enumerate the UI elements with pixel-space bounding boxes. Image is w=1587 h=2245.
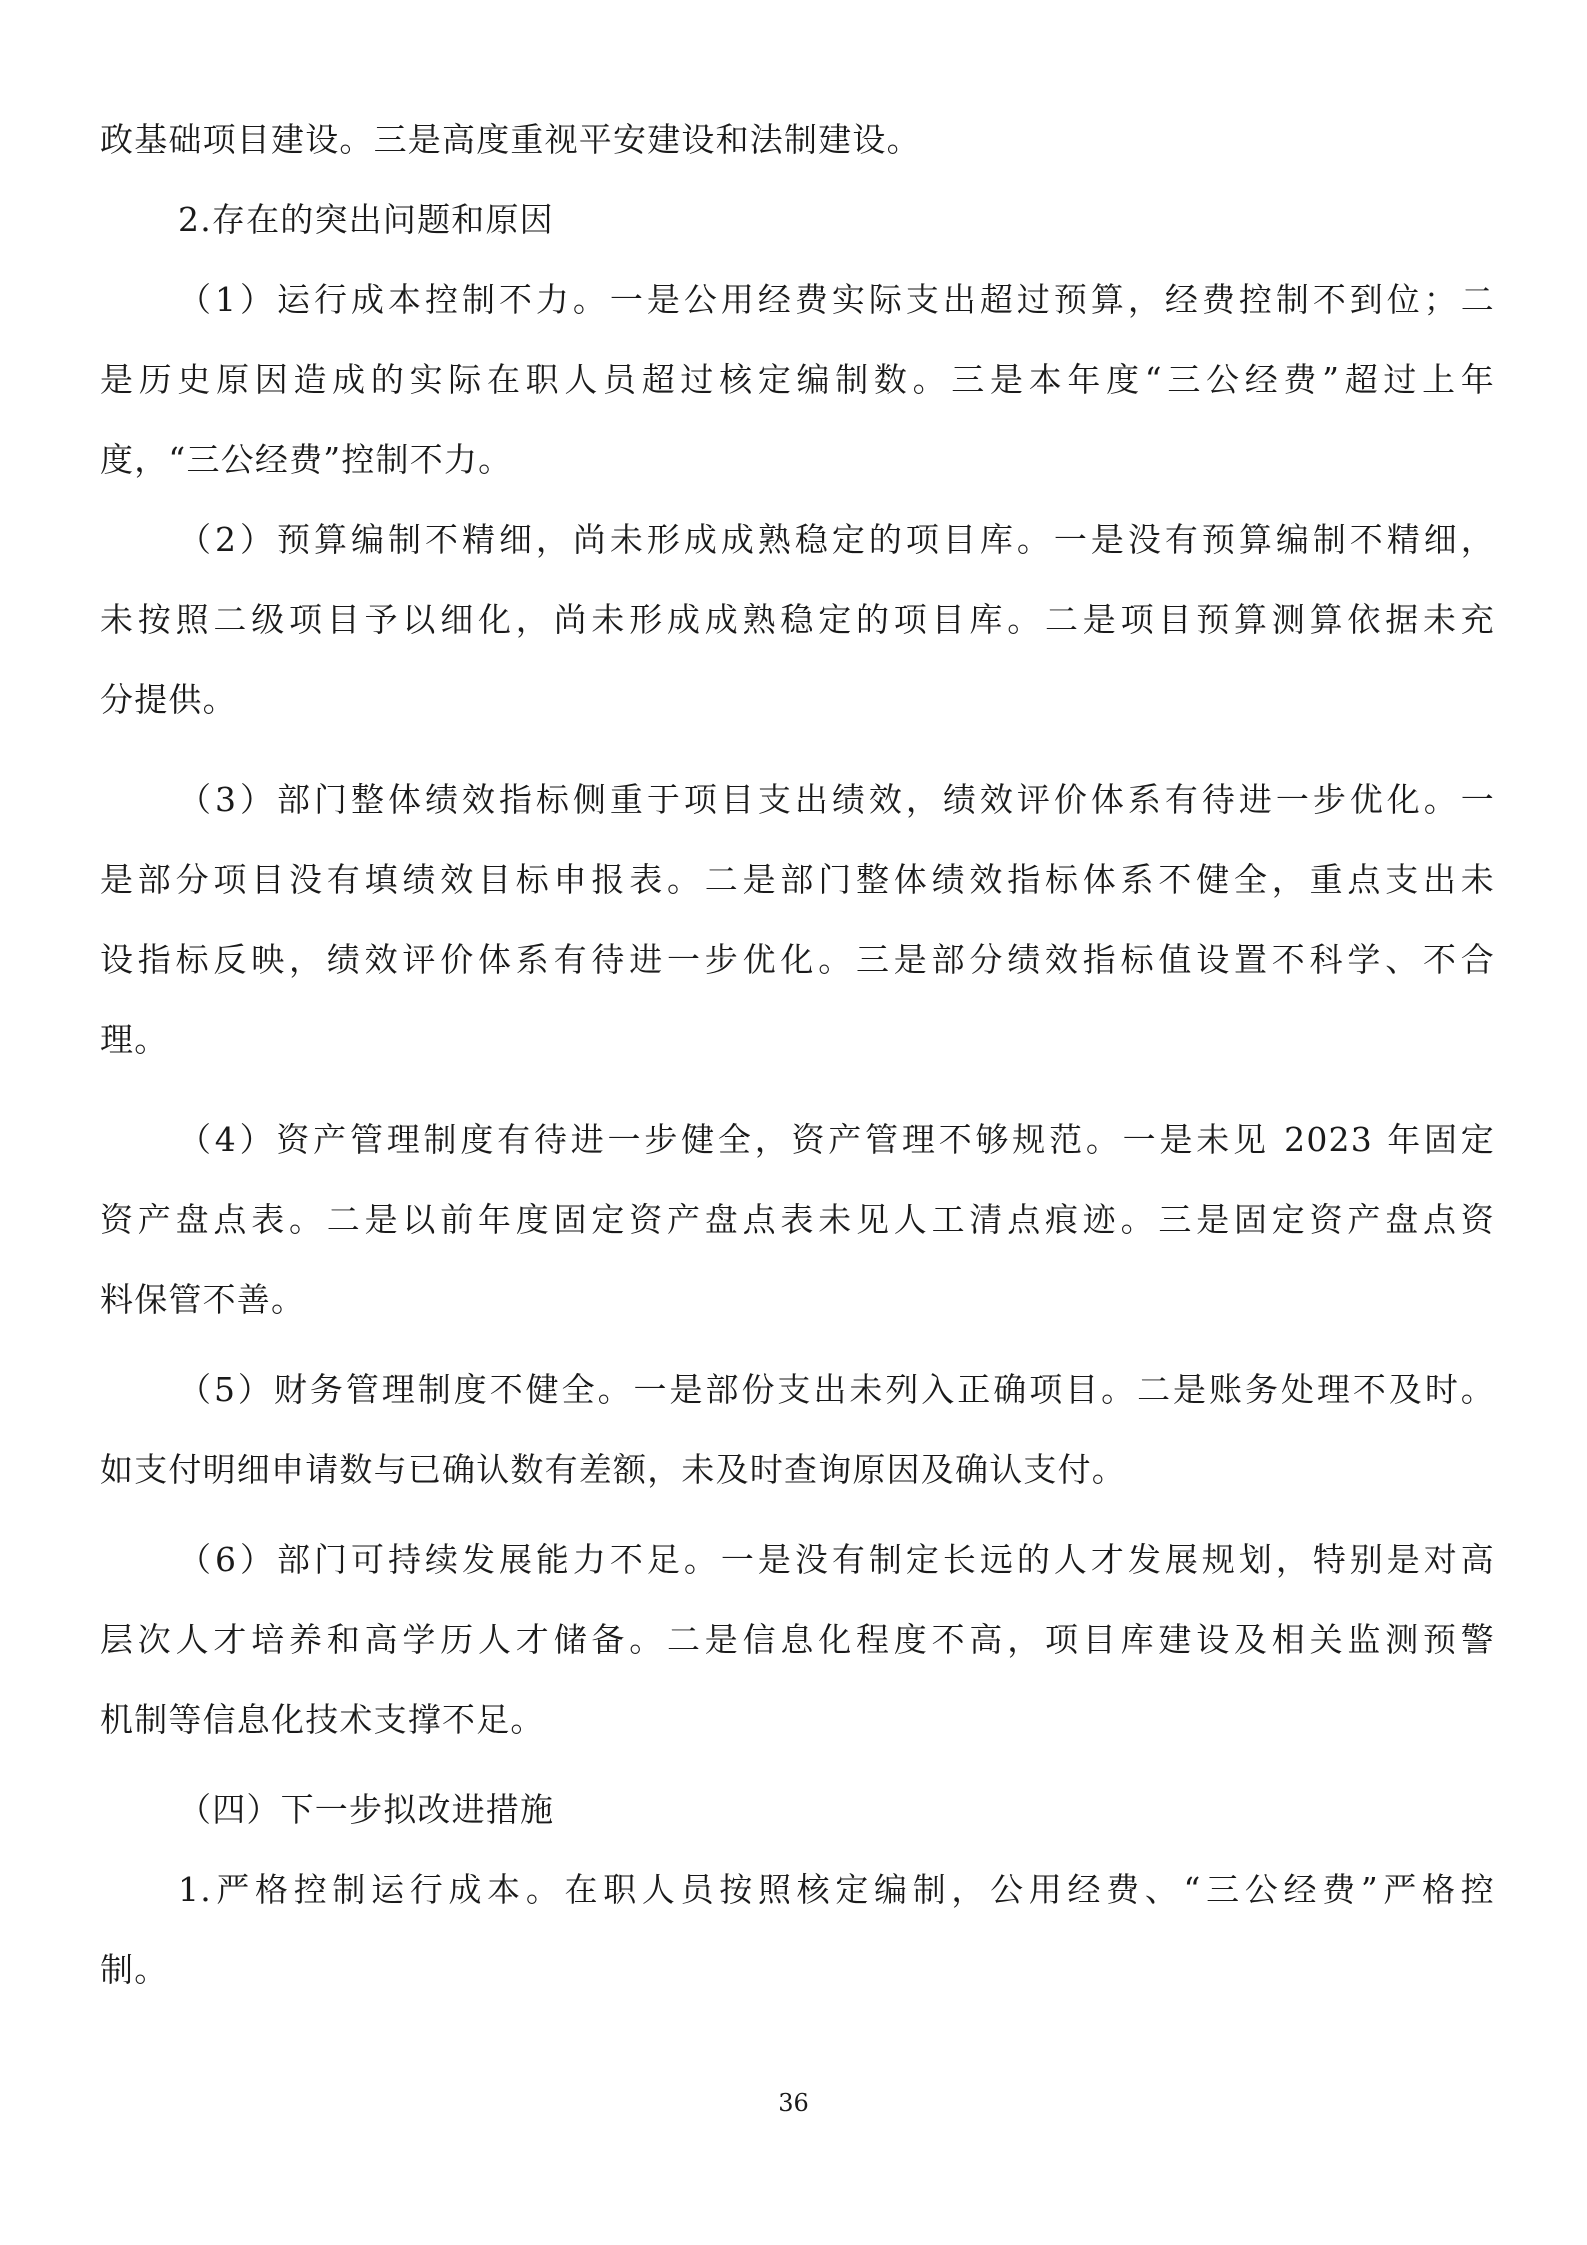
text-line: 度，“三公经费”控制不力。 (100, 440, 513, 479)
text-line: （1）运行成本控制不力。一是公用经费实际支出超过预算，经费控制不到位；二 (178, 280, 1495, 319)
text-line: 机制等信息化技术支撑不足。 (100, 1700, 545, 1739)
text-line: 未按照二级项目予以细化，尚未形成成熟稳定的项目库。二是项目预算测算依据未充 (100, 600, 1495, 639)
text-line: （3）部门整体绩效指标侧重于项目支出绩效，绩效评价体系有待进一步优化。一 (178, 780, 1495, 819)
text-line: 1.严格控制运行成本。在职人员按照核定编制，公用经费、“三公经费”严格控 (178, 1870, 1495, 1909)
text-line: 分提供。 (100, 680, 237, 719)
section-heading: 2.存在的突出问题和原因 (178, 200, 554, 239)
text-line: 政基础项目建设。三是高度重视平安建设和法制建设。 (100, 120, 921, 159)
text-line: 如支付明细申请数与已确认数有差额，未及时查询原因及确认支付。 (100, 1450, 1126, 1489)
text-line: （2）预算编制不精细，尚未形成成熟稳定的项目库。一是没有预算编制不精细， (178, 520, 1495, 559)
text-line: 制。 (100, 1950, 169, 1989)
text-line: 是历史原因造成的实际在职人员超过核定编制数。三是本年度“三公经费”超过上年 (100, 360, 1495, 399)
text-line: 理。 (100, 1020, 169, 1059)
text-line: 料保管不善。 (100, 1280, 306, 1319)
text-line: 设指标反映，绩效评价体系有待进一步优化。三是部分绩效指标值设置不科学、不合 (100, 940, 1495, 979)
text-line: （5）财务管理制度不健全。一是部份支出未列入正确项目。二是账务处理不及时。 (178, 1370, 1495, 1409)
section-heading: （四）下一步拟改进措施 (178, 1790, 555, 1829)
page-number: 36 (778, 2089, 809, 2117)
text-line: 资产盘点表。二是以前年度固定资产盘点表未见人工清点痕迹。三是固定资产盘点资 (100, 1200, 1495, 1239)
text-line: 是部分项目没有填绩效目标申报表。二是部门整体绩效指标体系不健全，重点支出未 (100, 860, 1495, 899)
text-line: 层次人才培养和高学历人才储备。二是信息化程度不高，项目库建设及相关监测预警 (100, 1620, 1495, 1659)
text-line: （6）部门可持续发展能力不足。一是没有制定长远的人才发展规划，特别是对高 (178, 1540, 1495, 1579)
text-line: （4）资产管理制度有待进一步健全，资产管理不够规范。一是未见 2023 年固定 (178, 1120, 1495, 1159)
